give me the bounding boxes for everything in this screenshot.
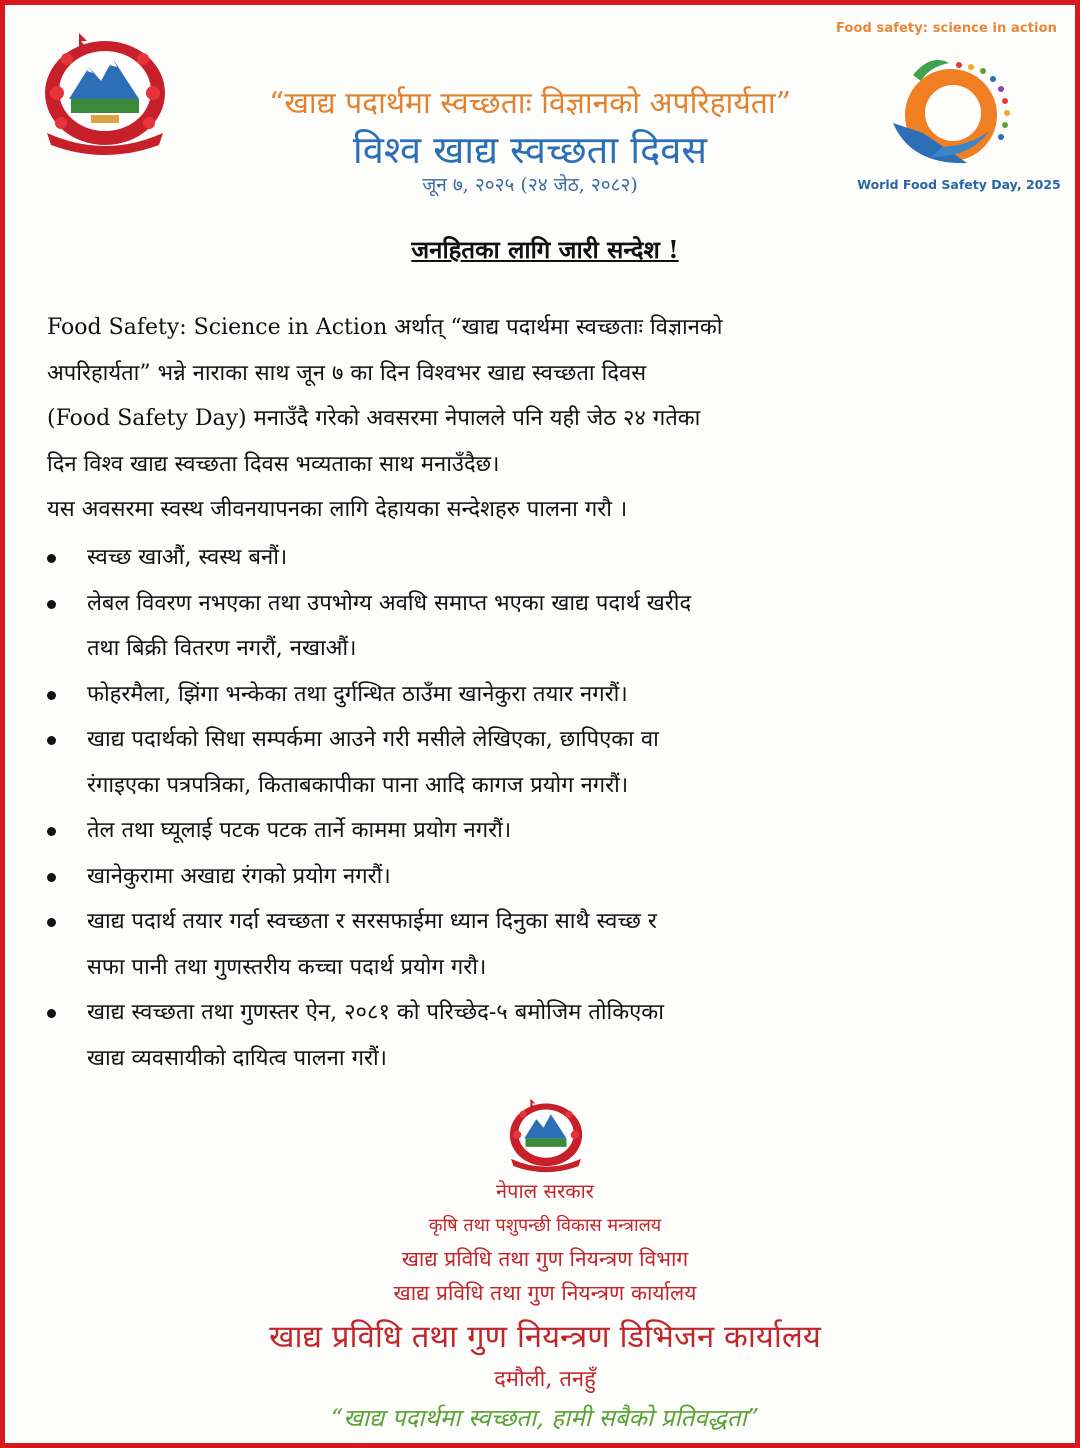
bullet-dot-icon [47, 873, 56, 882]
list-item [47, 854, 1051, 900]
bullet-dot-icon [47, 691, 56, 700]
list-item [47, 899, 1051, 990]
list-item [47, 581, 1051, 672]
division-office-name: खाद्य प्रविधि तथा गुण नियन्त्रण डिभिजन कार्यालय [269, 1319, 821, 1355]
nepal-emblem-icon [27, 29, 183, 161]
list-item [47, 717, 1051, 808]
office-name: खाद्य प्रविधि तथा गुण नियन्त्रण कार्यालय [393, 1281, 697, 1305]
list-item-text: फोहरमैला, झिंगा भन्केका तथा दुर्गन्धित ठाउँमा खानेकुरा तयार नगरौं। [87, 681, 628, 707]
bullet-dot-icon [47, 1009, 56, 1018]
bullet-dot-icon [47, 736, 56, 745]
list-item-text: लेबल विवरण नभएका तथा उपभोग्य अवधि समाप्त भएका खाद्य पदार्थ खरीद [87, 590, 692, 616]
paragraph-line: दिन विश्व खाद्य स्वच्छता दिवस भव्यताका साथ मनाउँदैछ। [47, 451, 500, 477]
food-safety-tagline: Food safety: science in action [835, 21, 1057, 36]
paragraph-line: (Food Safety Day) मनाउँदै गरेको अवसरमा नेपालले पनि यही जेठ २४ गतेका [47, 406, 701, 431]
ministry-name: कृषि तथा पशुपन्छी विकास मन्त्रालय [428, 1215, 662, 1236]
list-item [47, 535, 1051, 581]
message-paragraph [47, 305, 1051, 533]
list-item-text: खाद्य पदार्थ तयार गर्दा स्वच्छता र सरसफाईमा ध्यान दिनुका साथै स्वच्छ र [87, 909, 657, 934]
list-item-text: खानेकुरामा अखाद्य रंगको प्रयोग नगरौं। [87, 863, 391, 889]
list-item-text: रंगाइएका पत्रपत्रिका, किताबकापीका पाना आदि कागज प्रयोग नगरौं। [87, 772, 629, 798]
list-item-text: खाद्य स्वच्छता तथा गुणस्तर ऐन, २०८१ को परिच्छेद-५ बमोजिम तोकिएका [87, 1000, 664, 1025]
event-date: जून ७, २०२५ (२४ जेठ, २०८२) [422, 174, 638, 196]
nepal-emblem-icon [499, 1095, 593, 1177]
bullet-dot-icon [47, 600, 56, 609]
department-name: खाद्य प्रविधि तथा गुण नियन्त्रण विभाग [401, 1247, 689, 1271]
office-location: दमौली, तनहुँ [494, 1367, 596, 1392]
list-item-text: सफा पानी तथा गुणस्तरीय कच्चा पदार्थ प्रयोग गरौ। [87, 954, 487, 980]
list-item [47, 808, 1051, 854]
list-item-text: खाद्य व्यवसायीको दायित्व पालना गरौं। [87, 1045, 388, 1071]
list-item-text: तथा बिक्री वितरण नगरौं, नखाऔं। [87, 636, 357, 661]
list-item-text: स्वच्छ खाऔं, स्वस्थ बनौं। [87, 545, 288, 570]
paragraph-line: यस अवसरमा स्वस्थ जीवनयापनका लागि देहायका सन्देशहरु पालना गरौ । [47, 497, 628, 522]
message-heading: जनहितका लागि जारी सन्देश ! [411, 235, 679, 264]
page-title: विश्व खाद्य स्वच्छता दिवस [352, 128, 708, 172]
slogan: “खाद्य पदार्थमा स्वच्छताः विज्ञानको अपरिहार्यता” [269, 86, 791, 121]
world-food-safety-day-logo-icon [871, 53, 1021, 171]
world-food-safety-day-caption: World Food Safety Day, 2025 [857, 177, 1061, 192]
list-item [47, 672, 1051, 718]
bullet-dot-icon [47, 918, 56, 927]
message-bullet-list [47, 535, 1051, 1081]
list-item [47, 990, 1051, 1081]
list-item-text: तेल तथा घ्यूलाई पटक पटक तार्ने काममा प्रयोग नगरौं। [87, 818, 512, 843]
government-name: नेपाल सरकार [496, 1179, 594, 1203]
paragraph-line: Food Safety: Science in Action अर्थात् “खाद्य पदार्थमा स्वच्छताः विज्ञानको [47, 315, 723, 340]
list-item-text: खाद्य पदार्थको सिधा सम्पर्कमा आउने गरी मसीले लेखिएका, छापिएका वा [87, 727, 659, 752]
closing-slogan: “खाद्य पदार्थमा स्वच्छता, हामी सबैको प्रतिवद्धता” [330, 1404, 760, 1432]
bullet-dot-icon [47, 827, 56, 836]
bullet-dot-icon [47, 554, 56, 563]
paragraph-line: अपरिहार्यता” भन्ने नाराका साथ जून ७ का दिन विश्वभर खाद्य स्वच्छता दिवस [47, 360, 647, 386]
